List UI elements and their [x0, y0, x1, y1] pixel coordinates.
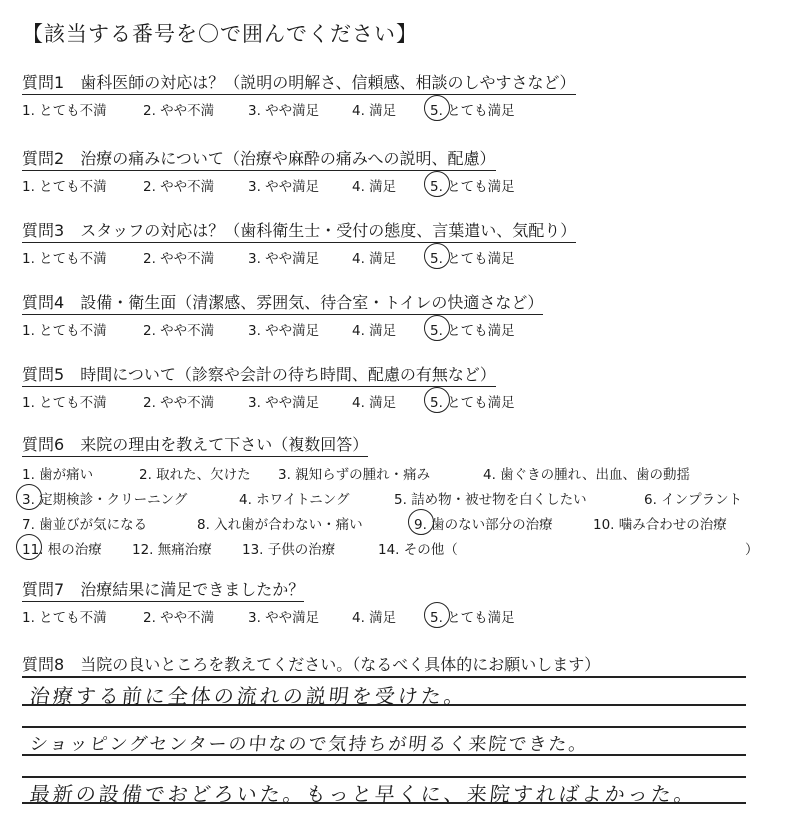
reason-options: [22, 459, 782, 567]
rating-option-1[interactable]: 1. とても不満: [22, 251, 107, 267]
rating-option-2[interactable]: 2. やや不満: [143, 395, 215, 411]
question-number: 質問3: [22, 221, 65, 240]
question-number: 質問1: [22, 73, 65, 92]
reason-option[interactable]: 4. 歯ぐきの腫れ、出血、歯の動揺: [483, 467, 690, 483]
question-5: [22, 362, 782, 411]
question-number: 質問6: [22, 435, 65, 454]
rating-option-3[interactable]: 3. やや満足: [248, 395, 320, 411]
question-text: 当院の良いところを教えてください。（なるべく具体的にお願いします）: [80, 655, 601, 674]
rating-option-4[interactable]: 4. 満足: [352, 251, 397, 267]
rating-option-1[interactable]: 1. とても不満: [22, 610, 107, 626]
question-2-title: [22, 146, 496, 171]
reason-option[interactable]: ）: [745, 542, 759, 558]
rating-options: [22, 247, 782, 267]
reason-option[interactable]: 3. 親知らずの腫れ・痛み: [278, 467, 431, 483]
question-3-title: [22, 218, 576, 243]
reason-option[interactable]: 13. 子供の治療: [242, 542, 336, 558]
question-number: 質問7: [22, 580, 65, 599]
reason-option[interactable]: 2. 取れた、欠けた: [139, 467, 251, 483]
answer-line: [22, 676, 746, 678]
instruction-header: 【該当する番号を〇で囲んでください】: [22, 22, 418, 46]
question-5-title: [22, 362, 496, 387]
question-2: [22, 146, 782, 195]
question-text: 来院の理由を教えて下さい（複数回答）: [80, 435, 369, 454]
question-text: 治療結果に満足できましたか？: [80, 580, 305, 599]
rating-option-3[interactable]: 3. やや満足: [248, 103, 320, 119]
reason-option[interactable]: 6. インプラント: [644, 492, 743, 508]
rating-option-3[interactable]: 3. やや満足: [248, 251, 320, 267]
question-number: 質問2: [22, 149, 65, 168]
reason-option[interactable]: 10. 噛み合わせの治療: [593, 517, 727, 533]
rating-option-4[interactable]: 4. 満足: [352, 610, 397, 626]
question-text: 設備・衛生面（清潔感、雰囲気、待合室・トイレの快適さなど）: [80, 293, 544, 312]
rating-option-1[interactable]: 1. とても不満: [22, 323, 107, 339]
question-4-title: [22, 290, 543, 315]
answer-line: [22, 726, 746, 728]
question-1-title: [22, 70, 576, 95]
reason-option[interactable]: 3. 定期検診・クリーニング: [22, 488, 187, 508]
reason-option[interactable]: 14. その他（: [378, 542, 458, 558]
rating-option-4[interactable]: 4. 満足: [352, 103, 397, 119]
rating-option-2[interactable]: 2. やや不満: [143, 103, 215, 119]
rating-option-1[interactable]: 1. とても不満: [22, 103, 107, 119]
question-text: 歯科医師の対応は？（説明の明解さ、信頼感、相談のしやすさなど）: [80, 73, 576, 92]
question-6: [22, 432, 782, 567]
reason-option[interactable]: 7. 歯並びが気になる: [22, 517, 148, 533]
rating-options: [22, 175, 782, 195]
rating-options: [22, 606, 782, 626]
reason-option[interactable]: 8. 入れ歯が合わない・痛い: [197, 517, 363, 533]
rating-option-5[interactable]: 5. とても満足: [430, 99, 515, 119]
rating-option-5[interactable]: 5. とても満足: [430, 391, 515, 411]
rating-option-4[interactable]: 4. 満足: [352, 395, 397, 411]
reason-option[interactable]: 4. ホワイトニング: [239, 492, 350, 508]
question-text: スタッフの対応は？（歯科衛生士・受付の態度、言葉遣い、気配り）: [80, 221, 577, 240]
rating-option-2[interactable]: 2. やや不満: [143, 610, 215, 626]
question-number: 質問4: [22, 293, 65, 312]
question-number: 質問8: [22, 655, 65, 674]
reason-option[interactable]: 5. 詰め物・被せ物を白くしたい: [394, 492, 587, 508]
rating-option-4[interactable]: 4. 満足: [352, 323, 397, 339]
question-8: [22, 652, 782, 676]
question-text: 治療の痛みについて（治療や麻酔の痛みへの説明、配慮）: [80, 149, 496, 168]
question-7: [22, 577, 782, 626]
reason-option[interactable]: 9. 歯のない部分の治療: [414, 513, 553, 533]
handwritten-answer-2: ショッピングセンターの中なので気持ちが明るく来院できた。: [28, 734, 590, 755]
handwritten-answer-1: 治療する前に全体の流れの説明を受けた。: [28, 684, 469, 708]
question-7-title: [22, 577, 304, 602]
rating-options: [22, 319, 782, 339]
question-4: [22, 290, 782, 339]
question-1: [22, 70, 782, 119]
rating-option-4[interactable]: 4. 満足: [352, 179, 397, 195]
rating-option-5[interactable]: 5. とても満足: [430, 247, 515, 267]
handwritten-answer-3: 最新の設備でおどろいた。もっと早くに、来院すればよかった。: [28, 782, 699, 806]
rating-options: [22, 99, 782, 119]
rating-option-1[interactable]: 1. とても不満: [22, 179, 107, 195]
rating-option-1[interactable]: 1. とても不満: [22, 395, 107, 411]
rating-option-3[interactable]: 3. やや満足: [248, 610, 320, 626]
question-6-title: [22, 432, 368, 457]
rating-option-5[interactable]: 5. とても満足: [430, 175, 515, 195]
rating-option-3[interactable]: 3. やや満足: [248, 323, 320, 339]
reason-option[interactable]: 1. 歯が痛い: [22, 467, 94, 483]
rating-option-2[interactable]: 2. やや不満: [143, 251, 215, 267]
question-8-title: [22, 652, 600, 676]
rating-option-3[interactable]: 3. やや満足: [248, 179, 320, 195]
question-3: [22, 218, 782, 267]
rating-option-5[interactable]: 5. とても満足: [430, 319, 515, 339]
rating-option-5[interactable]: 5. とても満足: [430, 606, 515, 626]
question-text: 時間について（診察や会計の待ち時間、配慮の有無など）: [80, 365, 496, 384]
reason-option[interactable]: 12. 無痛治療: [132, 542, 212, 558]
reason-option[interactable]: 11. 根の治療: [22, 538, 102, 558]
question-number: 質問5: [22, 365, 65, 384]
rating-option-2[interactable]: 2. やや不満: [143, 323, 215, 339]
rating-options: [22, 391, 782, 411]
rating-option-2[interactable]: 2. やや不満: [143, 179, 215, 195]
